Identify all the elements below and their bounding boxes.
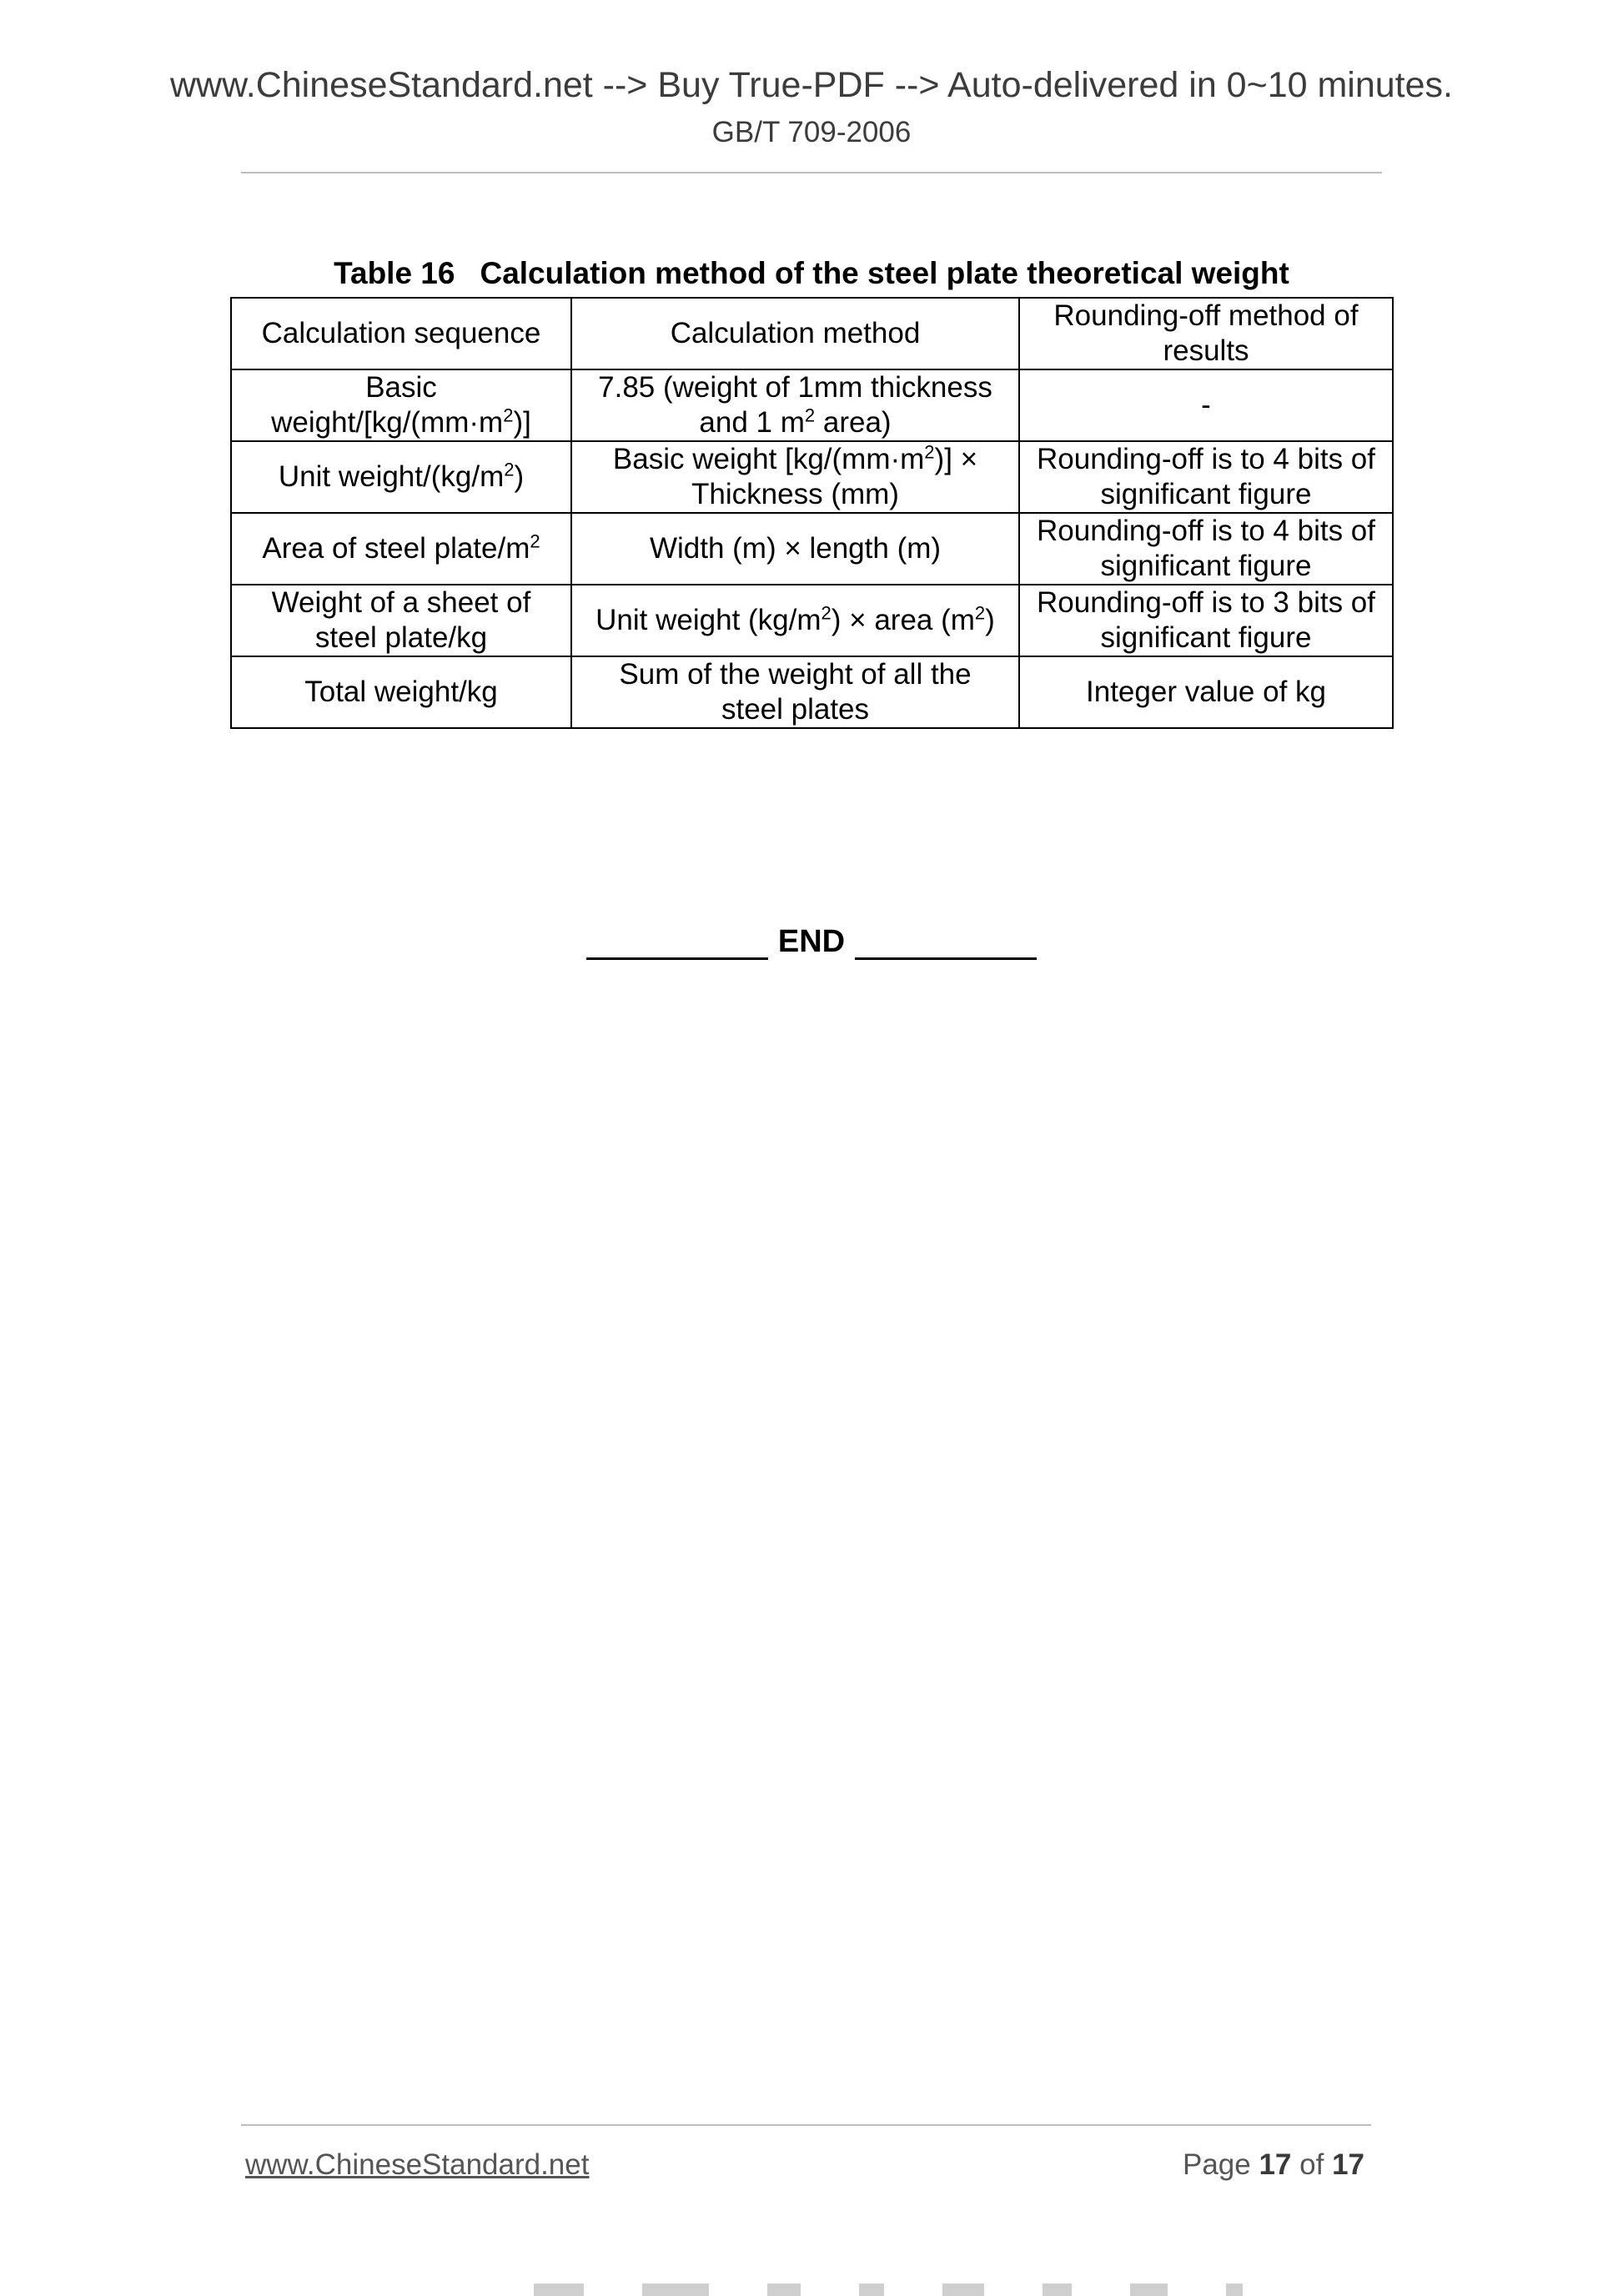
footer-divider bbox=[241, 2124, 1371, 2126]
header-promo-text: www.ChineseStandard.net --> Buy True-PDF --> Auto-delivered in 0~10 minutes. bbox=[169, 65, 1453, 105]
page-current: 17 bbox=[1259, 2148, 1292, 2181]
cell-rounding: Rounding-off is to 4 bits of significant figure bbox=[1019, 441, 1393, 513]
cell-rounding: Rounding-off is to 4 bits of significant figure bbox=[1019, 513, 1393, 585]
cell-method: Sum of the weight of all the steel plates bbox=[571, 656, 1019, 728]
page-total: 17 bbox=[1332, 2148, 1364, 2181]
page-indicator: Page 17 of 17 bbox=[1182, 2148, 1364, 2181]
table-row bbox=[231, 656, 1393, 728]
end-text: END bbox=[777, 924, 846, 959]
cell-rounding: - bbox=[1019, 369, 1393, 441]
cell-sequence: Area of steel plate/$m^2$ bbox=[231, 513, 571, 585]
end-right-line bbox=[855, 922, 1037, 960]
table-row bbox=[231, 513, 1393, 585]
header-cell-method: Calculation method bbox=[571, 298, 1019, 369]
table-row bbox=[231, 585, 1393, 656]
header-cell-sequence: Calculation sequence bbox=[231, 298, 571, 369]
table-row bbox=[231, 441, 1393, 513]
table-caption bbox=[0, 256, 1623, 291]
footer-website-link[interactable]: www.ChineseStandard.net bbox=[245, 2148, 590, 2181]
cell-method: Basic weight $[kg/(mm\cdot m^2)]$ × Thickness (mm) bbox=[571, 441, 1019, 513]
header-divider bbox=[241, 172, 1382, 173]
end-marker bbox=[0, 922, 1623, 960]
table-caption-number: Table 16 bbox=[334, 256, 455, 290]
header-cell-rounding: Rounding-off method of results bbox=[1019, 298, 1393, 369]
table-caption-title: Calculation method of the steel plate theoretical weight bbox=[480, 256, 1289, 290]
calculation-table bbox=[230, 297, 1394, 729]
table-header-row bbox=[231, 298, 1393, 369]
cell-sequence: Weight of a sheet of steel plate/kg bbox=[231, 585, 571, 656]
cell-sequence: Unit weight/$(kg/m^2)$ bbox=[231, 441, 571, 513]
cell-rounding: Integer value of kg bbox=[1019, 656, 1393, 728]
cell-method: Width (m) × length (m) bbox=[571, 513, 1019, 585]
table-row bbox=[231, 369, 1393, 441]
header-standard-code: GB/T 709-2006 bbox=[711, 116, 912, 148]
cell-method: 7.85 (weight of 1mm thickness and 1 $m^2$ area) bbox=[571, 369, 1019, 441]
cell-sequence: Total weight/kg bbox=[231, 656, 571, 728]
cropped-watermark-strip bbox=[534, 2283, 1568, 2296]
cell-sequence: Basic weight/$[kg/(mm\cdot m^2)]$ bbox=[231, 369, 571, 441]
cell-rounding: Rounding-off is to 3 bits of significant figure bbox=[1019, 585, 1393, 656]
end-left-line bbox=[586, 922, 768, 960]
cell-method: Unit weight $(kg/m^2)$ × area $(m^2)$ bbox=[571, 585, 1019, 656]
